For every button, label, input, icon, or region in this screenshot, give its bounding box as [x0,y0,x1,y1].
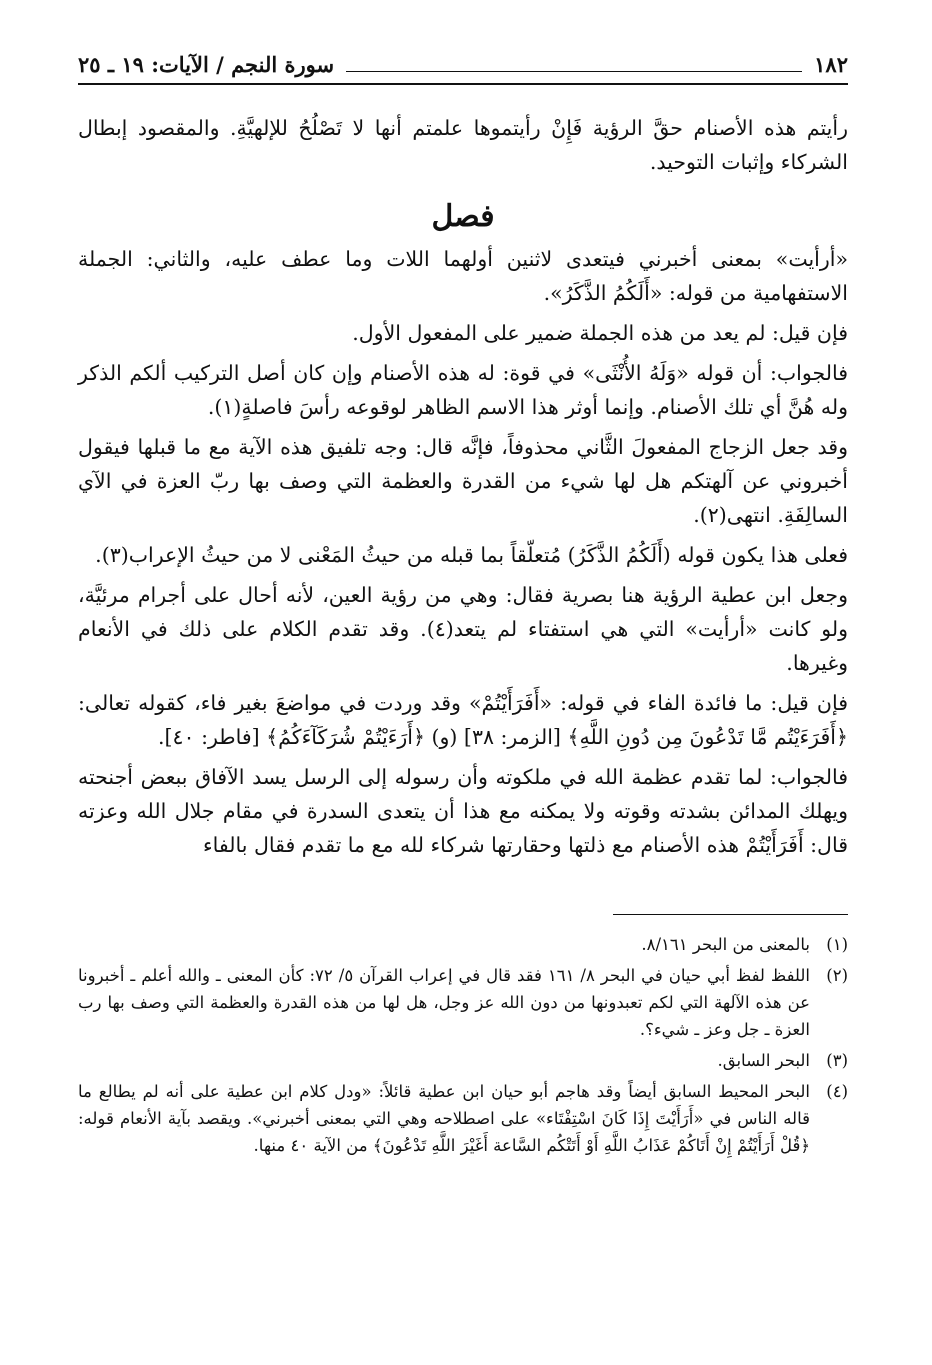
body-paragraph: فالجواب: أن قوله «وَلَهُ الأُنْثَى» في قوة: له هذه الأصنام وإن كان أصل التركيب ألكم الذكر وله هُنَّ أي تلك الأصنام. وإنما أوثر هذا الاسم الظاهر لوقوعه رأسَ فاصلةٍ(١). [78,361,848,419]
footnote-text: اللفظ لفظ أبي حيان في البحر ٨/ ١٦١ فقد قال في إعراب القرآن ٥/ ٧٢: كأن المعنى ـ والله أعلم ـ أخبرونا عن هذه الآلهة التي لكم تعبدونها من دون الله عز وجل، هل لها من هذه القدرة والعظمة التي وصف بها رب العزة ـ جل وعز ـ شيء؟. [78,966,810,1039]
footnote-number: (٣) [826,1051,848,1070]
running-head [78,52,848,85]
footnote [78,1078,848,1159]
section-heading: فصل [431,199,495,234]
footnote [78,931,848,958]
body-paragraph: فعلى هذا يكون قوله (أَلَكُمُ الذَّكَرُ) مُتعلّقاً بما قبله من حيثُ المَعْنى لا من حيثُ الإعراب(٣). [95,543,848,567]
body-paragraph: وقد جعل الزجاج المفعولَ الثَّاني محذوفاً، فإنَّه قال: وجه تلفيق هذه الآية مع ما قبلها فيقول أخبروني عن آلهتكم هل لها شيء من القدرة والعظمة التي وصف بها ربّ العزة في الآي السالِفَةِ. انتهى(٢). [78,435,848,527]
footnote-text: البحر المحيط السابق أيضاً وقد هاجم أبو حيان ابن عطية قائلاً: «ودل كلام ابن عطية على أنه لم يطالع ما قاله الناس في «أَرَأَيْتَ إِذَا كَانَ اسْتِفْتَاء» على اصطلاحه وهي التي بمعنى أخبرني». ويقصد بآية الأنعام قوله: ﴿قُلْ أَرَأَيْتُمْ إِنْ أَتَاكُمْ عَذَابُ اللَّهِ أَوْ أَتَتْكُم السَّاعة أَغَيْرَ اللَّهِ تَدْعُونَ﴾ من الآية ٤٠ منها. [78,1082,810,1155]
footnote-number: (٤) [826,1082,848,1101]
footnote-text: بالمعنى من البحر ٨/١٦١. [641,935,810,954]
page-number: ١٨٢ [814,52,848,77]
intro-paragraph: رأيتم هذه الأصنام حقَّ الرؤية فَإِنْ رأيتموها علمتم أنها لا تَصْلُحُ للإلهيَّةِ. والمقصود إبطال الشركاء وإثبات التوحيد. [78,116,848,174]
header-separator [346,59,802,72]
footnote [78,1047,848,1074]
footnote-number: (٢) [826,966,848,985]
body-paragraph: فإن قيل: لم يعد من هذه الجملة ضمير على المفعول الأول. [352,321,848,345]
footnote-number: (١) [826,935,848,954]
body-paragraph: فالجواب: لما تقدم عظمة الله في ملكوته وأن رسوله إلى الرسل يسد الآفاق ببعض أجنحته ويهلك المدائن بشدته وقوته ولا يمكنه مع هذا أن يتعدى السدرة في مقام جلال الله وعزته قال: أَفَرَأَيْتُمْ هذه الأصنام مع ذلتها وحقارتها شركاء لله مع ما تقدم فقال بالفاء [78,765,848,857]
footnote-divider [613,914,848,915]
footnote-text: البحر السابق. [717,1051,810,1070]
body-paragraph: وجعل ابن عطية الرؤية هنا بصرية فقال: وهي من رؤية العين، لأنه أحال على أجرام مرئيَّة، ولو كانت «أرأيت» التي هي استفتاء لم يتعد(٤). وقد تقدم الكلام على ذلك في الأنعام وغيرها. [78,583,848,675]
footnote [78,962,848,1043]
body-paragraph: «أرأيت» بمعنى أخبرني فيتعدى لاثنين أولهما اللات وما عطف عليه، والثاني: الجملة الاستفهامية من قوله: «أَلَكُمُ الذَّكَرُ». [78,247,848,305]
running-title: سورة النجم / الآيات: ١٩ ـ ٢٥ [78,52,335,77]
body-paragraph: فإن قيل: ما فائدة الفاء في قوله: «أَفَرَأَيْتُمْ» وقد وردت في مواضعَ بغير فاء، كقوله تعالى: ﴿أَفَرَءَيْتُم مَّا تَدْعُونَ مِن دُونِ اللَّهِ﴾ [الزمر: ٣٨] (و) ﴿أَرَءَيْتُمْ شُرَكَآءَكُمُ﴾ [فاطر: ٤٠]. [78,691,848,749]
